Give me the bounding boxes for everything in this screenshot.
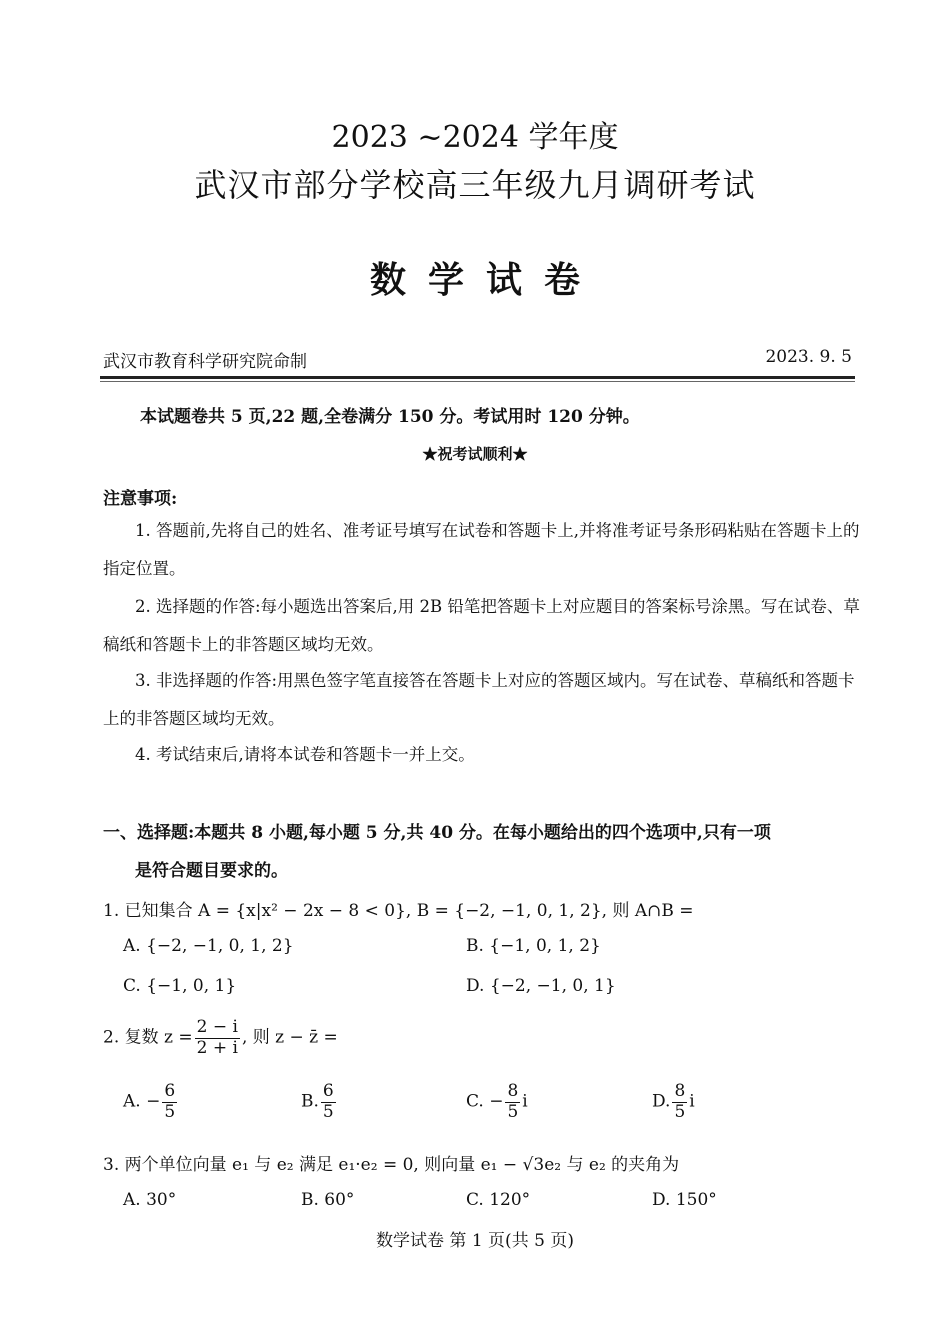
notice-item-2: 2. 选择题的作答:每小题选出答案后,用 2B 铅笔把答题卡上对应题目的答案标号涂黑。写在试卷、草稿纸和答题卡上的非答题区域均无效。: [103, 597, 860, 654]
question-3-option-b: B. 60°: [301, 1190, 355, 1210]
question-2-option-d-numerator: 8: [674, 1081, 686, 1101]
notice-item-1: 1. 答题前,先将自己的姓名、准考证号填写在试卷和答题卡上,并将准考证号条形码粘贴在答题卡上的指定位置。: [103, 521, 860, 578]
page-footer: 数学试卷 第 1 页(共 5 页): [376, 1231, 574, 1251]
notice-title: 注意事项:: [103, 489, 178, 509]
exam-title: 武汉市部分学校高三年级九月调研考试: [194, 166, 756, 204]
question-2-fraction-numerator: 2 − i: [196, 1017, 238, 1037]
question-2-option-a: [123, 1082, 179, 1122]
question-2-option-b: [301, 1082, 338, 1122]
question-1-stem: 1. 已知集合 A = {x|x² − 2x − 8 < 0}, B = {−2, −1, 0, 1, 2}, 则 A∩B =: [103, 901, 694, 921]
subject-title: 数学试卷: [369, 259, 602, 301]
exam-date: 2023. 9. 5: [765, 347, 852, 367]
exam-intro: 本试题卷共 5 页,22 题,全卷满分 150 分。考试用时 120 分钟。: [140, 407, 640, 427]
question-3-stem: 3. 两个单位向量 e₁ 与 e₂ 满足 e₁·e₂ = 0, 则向量 e₁ − √3e₂ 与 e₂ 的夹角为: [103, 1155, 680, 1175]
question-1-option-a: A. {−2, −1, 0, 1, 2}: [123, 936, 294, 956]
section-heading: [103, 814, 863, 890]
question-2-option-b-label: B.: [301, 1091, 319, 1112]
year-title: 2023 ~2024 学年度: [331, 120, 619, 155]
question-2-prefix: 2. 复数 z =: [103, 1027, 193, 1048]
question-2-fraction-denominator: 2 + i: [196, 1037, 238, 1058]
question-1-option-b: B. {−1, 0, 1, 2}: [466, 936, 601, 956]
question-3-option-a: A. 30°: [123, 1190, 177, 1210]
question-2-option-c-denominator: 5: [507, 1101, 519, 1122]
question-2-suffix: , 则 z − z̄ =: [241, 1027, 338, 1048]
question-2-option-a-denominator: 5: [164, 1101, 176, 1122]
question-1-option-d: D. {−2, −1, 0, 1}: [466, 976, 616, 996]
question-2-fraction: [195, 1018, 240, 1058]
question-2-option-d: [652, 1082, 695, 1122]
header-rule-thick: [100, 376, 855, 379]
question-2-option-a-label: A. −: [123, 1091, 161, 1112]
header-rule-thin: [100, 381, 855, 382]
question-2-option-d-label: D.: [652, 1091, 671, 1112]
question-2-option-d-denominator: 5: [674, 1101, 686, 1122]
question-2-option-a-numerator: 6: [164, 1081, 176, 1101]
question-3-option-c: C. 120°: [466, 1190, 531, 1210]
question-3-option-d: D. 150°: [652, 1190, 717, 1210]
issuer: 武汉市教育科学研究院命制: [103, 352, 307, 372]
question-2-option-d-tail: i: [689, 1091, 695, 1112]
question-2-option-b-numerator: 6: [322, 1081, 334, 1101]
question-1-option-c: C. {−1, 0, 1}: [123, 976, 237, 996]
section-heading-line1: 一、选择题:本题共 8 小题,每小题 5 分,共 40 分。在每小题给出的四个选项中,只有一项: [103, 823, 771, 843]
question-2-option-c-label: C. −: [466, 1091, 504, 1112]
question-2-option-c: [466, 1082, 528, 1122]
notice-item-4: 4. 考试结束后,请将本试卷和答题卡一并上交。: [135, 745, 475, 764]
notice-item-3: 3. 非选择题的作答:用黑色签字笔直接答在答题卡上对应的答题区域内。写在试卷、草稿纸和答题卡上的非答题区域均无效。: [103, 671, 855, 728]
question-2-option-c-numerator: 8: [507, 1081, 519, 1101]
question-2-option-b-denominator: 5: [322, 1101, 334, 1122]
question-2-stem: [103, 1018, 338, 1058]
section-heading-line2: 是符合题目要求的。: [135, 861, 288, 881]
good-luck-banner: ★祝考试顺利★: [422, 445, 528, 463]
question-2-option-c-tail: i: [522, 1091, 528, 1112]
